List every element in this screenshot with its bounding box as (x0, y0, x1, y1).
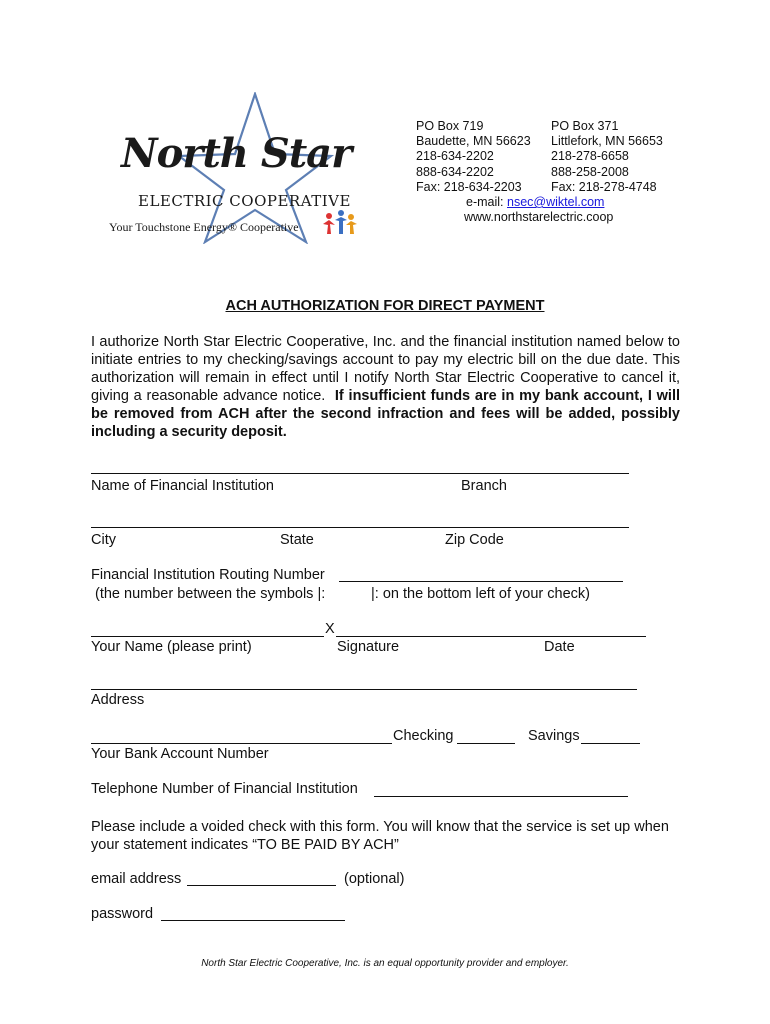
address-line: PO Box 719 (416, 119, 484, 133)
footer-equal-opportunity: North Star Electric Cooperative, Inc. is an equal opportunity provider and employer. (201, 958, 569, 969)
logo-tagline: Your Touchstone Energy® Cooperative (109, 220, 299, 234)
signature-x: X (325, 621, 335, 637)
logo-name-north: North (121, 130, 248, 177)
account-number-field[interactable] (91, 743, 392, 744)
address-littlefork (551, 119, 663, 195)
phone-field[interactable] (374, 796, 628, 797)
address-line: PO Box 371 (551, 119, 619, 133)
password-field[interactable] (161, 920, 345, 921)
authorization-paragraph (91, 333, 680, 441)
address-line: Fax: 218-634-2203 (416, 179, 522, 194)
address-line: Fax: 218-278-4748 (551, 179, 657, 194)
city-label: City (91, 532, 116, 548)
address-line: 218-634-2202 (416, 149, 494, 164)
authorization-text: I authorize North Star Electric Cooperative, Inc. and the financial institution named below to initiate entries to my checking/savings account to pay my electric bill on the due date. This authorization will remain in effect until I notify North Star Electric Cooperative to cancel it, giving a reasonable advance notice. (91, 334, 680, 404)
routing-hint-right: |: on the bottom left of your check) (371, 586, 590, 602)
branch-label: Branch (461, 478, 507, 494)
email-address-field[interactable] (187, 885, 336, 886)
savings-label: Savings (528, 728, 580, 744)
logo-name-star: Star (260, 130, 352, 177)
account-number-label: Your Bank Account Number (91, 746, 269, 762)
signature-date-field[interactable] (336, 636, 646, 637)
logo-subtitle: ELECTRIC COOPERATIVE (138, 192, 351, 210)
touchstone-people-icon (321, 208, 359, 238)
form-title: ACH AUTHORIZATION FOR DIRECT PAYMENT (225, 298, 545, 314)
zip-label: Zip Code (445, 532, 504, 548)
name-field[interactable] (91, 636, 324, 637)
institution-name-label: Name of Financial Institution (91, 478, 274, 494)
signature-label: Signature (337, 639, 400, 655)
phone-label: Telephone Number of Financial Institution (91, 781, 358, 797)
address-baudette (416, 119, 531, 195)
address-line: Baudette, MN 56623 (416, 134, 531, 149)
email-line (466, 195, 604, 210)
routing-hint-left: (the number between the symbols |: (95, 586, 326, 602)
address-field[interactable] (91, 689, 637, 690)
north-star-logo (105, 92, 365, 244)
address-line: 888-634-2202 (416, 164, 494, 179)
your-name-label: Your Name (please print) (91, 639, 252, 655)
routing-number-field[interactable] (339, 581, 623, 582)
address-line: 888-258-2008 (551, 164, 629, 179)
date-label: Date (544, 639, 575, 655)
address-line: Littlefork, MN 56653 (551, 134, 663, 149)
email-label: e-mail: (466, 195, 504, 209)
voided-check-note: Please include a voided check with this form. You will know that the service is set up when your statement indicates “TO BE PAID BY ACH” (91, 819, 669, 853)
email-link[interactable]: nsec@wiktel.com (507, 195, 605, 209)
routing-label: Financial Institution Routing Number (91, 567, 325, 583)
checking-field[interactable] (457, 743, 515, 744)
optional-label: (optional) (344, 871, 405, 887)
email-address-label: email address (91, 871, 182, 887)
state-label: State (280, 532, 314, 548)
city-state-zip-field[interactable] (91, 527, 629, 528)
savings-field[interactable] (581, 743, 640, 744)
website: www.northstarelectric.coop (464, 210, 614, 224)
password-label: password (91, 906, 154, 922)
address-label: Address (91, 692, 145, 708)
address-line: 218-278-6658 (551, 149, 629, 164)
insufficient-funds-warning: If insufficient funds are in my bank account, I will be removed from ACH after the second infraction and fees will be added, possibly including a security deposit. (91, 388, 681, 440)
checking-label: Checking (393, 728, 454, 744)
institution-branch-field[interactable] (91, 473, 629, 474)
